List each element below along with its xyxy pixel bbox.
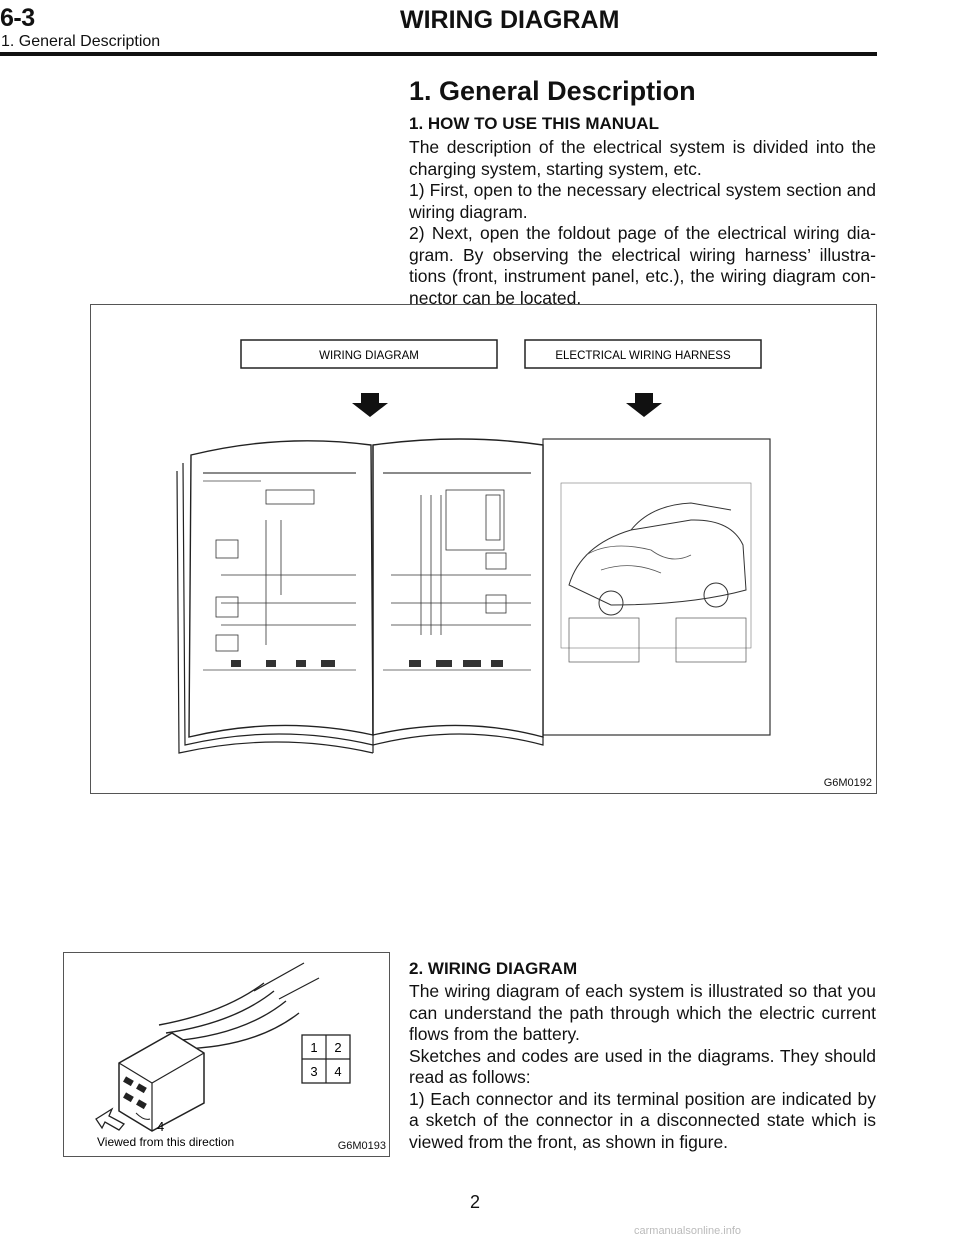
direction-caption: Viewed from this direction	[97, 1135, 235, 1149]
label-electrical-wiring-harness: ELECTRICAL WIRING HARNESS	[555, 350, 731, 362]
paragraph: 2) Next, open the foldout page of the electrical wiring dia- gram. By observing the electrical wiring harness’ illustra- tions (front, instrument panel, etc.), the wiring diagram con- nector can be located.	[409, 223, 876, 308]
section-number: 6-3	[0, 4, 35, 32]
paragraph: The description of the electrical system is divided into the charging system, starting system, etc.	[409, 137, 876, 179]
paragraph: The wiring diagram of each system is illustrated so that you can understand the path through which the electric current flows from the battery.	[409, 981, 876, 1044]
subsection-1-heading: 1. HOW TO USE THIS MANUAL	[409, 114, 659, 133]
figure-code: G6M0193	[337, 1140, 386, 1152]
figure-manual-diagram	[90, 304, 877, 794]
page-heading: 1. General Description	[409, 76, 696, 106]
figure-code: G6M0192	[823, 777, 872, 789]
page-number: 2	[470, 1192, 481, 1212]
connector-illustration	[64, 953, 389, 1156]
figure-connector-sketch	[63, 952, 390, 1157]
manual-illustration	[91, 305, 876, 793]
label-wiring-diagram: WIRING DIAGRAM	[319, 350, 419, 362]
paragraph: Sketches and codes are used in the diagrams. They should read as follows:	[409, 1045, 876, 1087]
pointer-label: 4	[157, 1119, 165, 1134]
terminal-4: 4	[334, 1064, 342, 1079]
header-title: WIRING DIAGRAM	[400, 6, 620, 34]
subsection-1-text	[409, 137, 876, 309]
subsection-2-text	[409, 981, 876, 1153]
paragraph: 1) Each connector and its terminal position are indicated by a sketch of the connector in a disconnected state which is viewed from the front, as shown in figure.	[409, 1088, 876, 1152]
terminal-2: 2	[334, 1040, 342, 1055]
header-subtitle: 1. General Description	[1, 33, 161, 50]
subsection-2-heading: 2. WIRING DIAGRAM	[409, 959, 578, 978]
paragraph: 1) First, open to the necessary electrical system section and wiring diagram.	[409, 180, 876, 222]
terminal-3: 3	[310, 1064, 318, 1079]
terminal-1: 1	[310, 1040, 318, 1055]
header-rule	[0, 52, 877, 56]
watermark: carmanualsonline.info	[634, 1225, 742, 1237]
